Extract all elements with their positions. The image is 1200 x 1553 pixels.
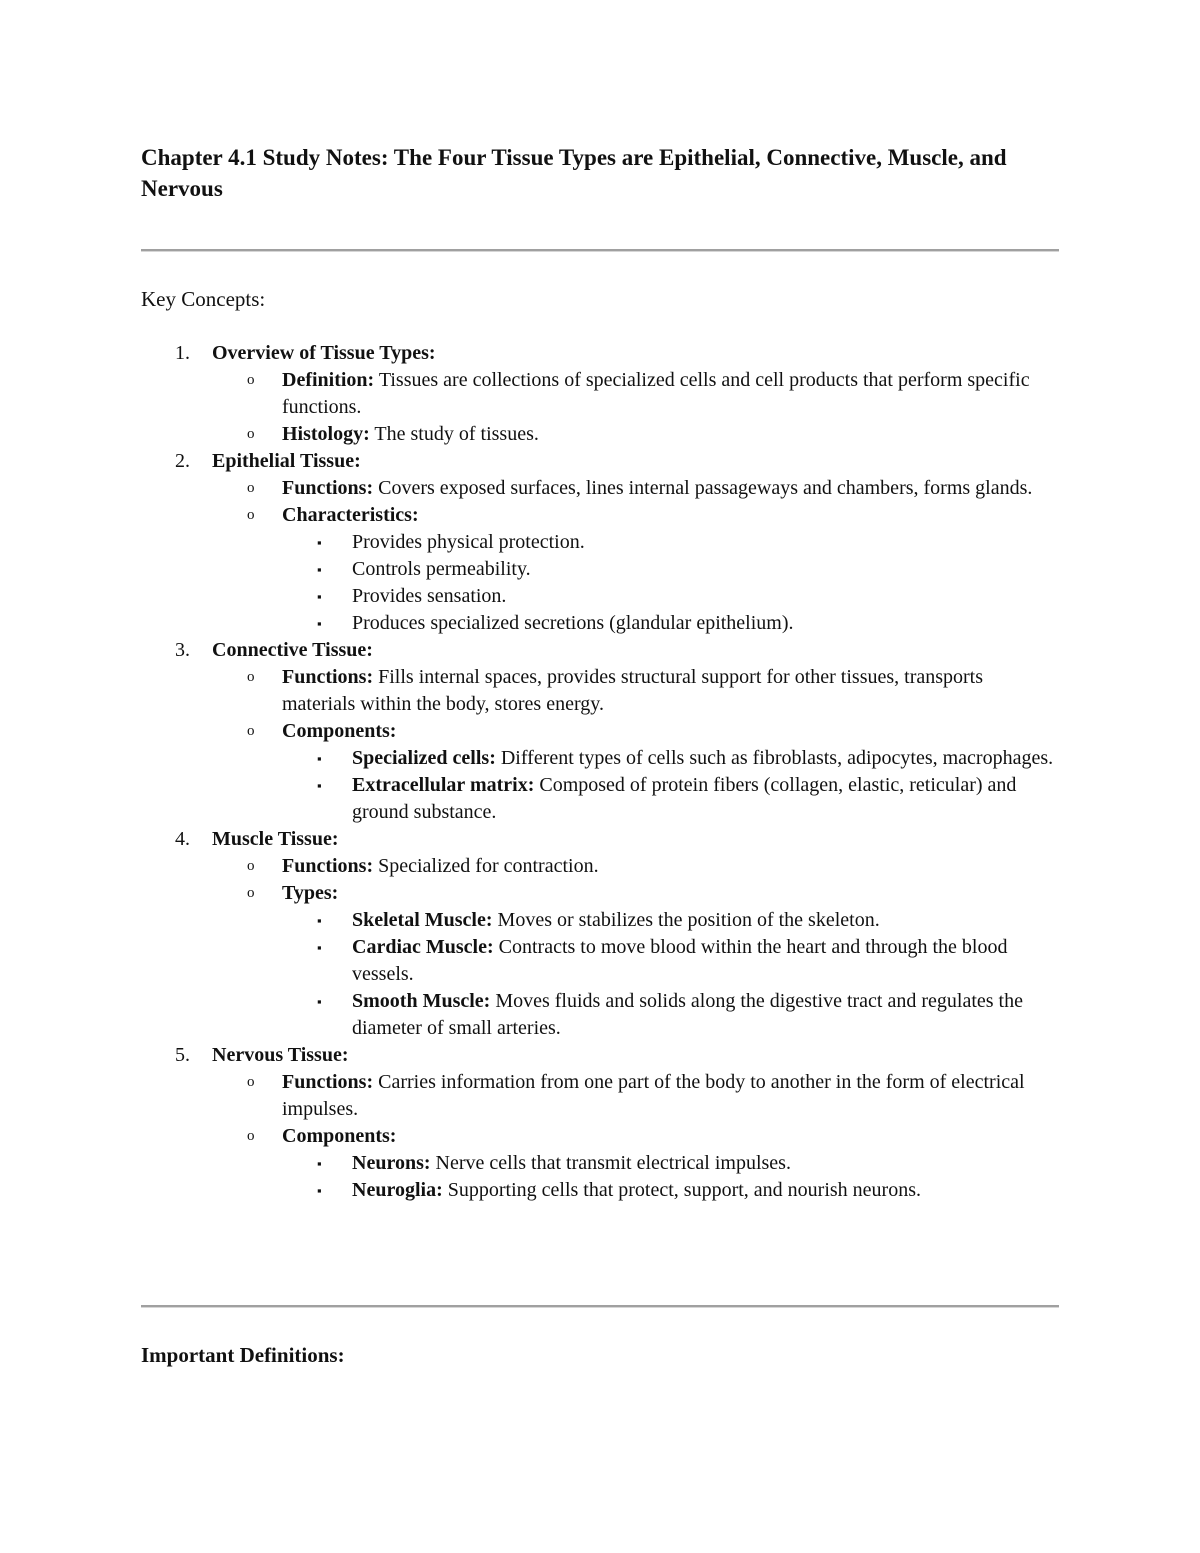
square-bullet-icon: ▪ [317, 535, 322, 550]
item-text: Supporting cells that protect, support, and nourish neurons. [442, 1179, 921, 1201]
list-number: 2. [175, 450, 190, 472]
list-item [141, 583, 1059, 610]
list-item-muscle [141, 826, 1059, 853]
section-heading: Epithelial Tissue: [212, 450, 361, 472]
item-label: Smooth Muscle: [352, 990, 491, 1012]
item-text: The study of tissues. [369, 423, 539, 445]
item-text: Moves fluids and solids along the digestive tract and regulates the diameter of small arteries. [352, 990, 1023, 1039]
page-title: Chapter 4.1 Study Notes: The Four Tissue Types are Epithelial, Connective, Muscle, and Nervous [141, 145, 1007, 201]
circle-bullet-icon: o [247, 669, 255, 685]
list-item [141, 367, 1059, 421]
list-item [141, 745, 1059, 772]
item-text: Contracts to move blood within the heart and through the blood vessels. [352, 936, 1008, 985]
key-concepts-list [141, 340, 1059, 1204]
list-item [141, 718, 1059, 745]
item-label: Skeletal Muscle: [352, 909, 493, 931]
item-label: Types: [282, 882, 339, 904]
item-label: Neurons: [352, 1152, 431, 1174]
item-text: Provides sensation. [352, 585, 507, 607]
item-label: Components: [282, 1125, 397, 1147]
item-text: Produces specialized secretions (glandular epithelium). [352, 612, 794, 634]
list-number: 4. [175, 828, 190, 850]
list-item-overview [141, 340, 1059, 367]
circle-bullet-icon: o [247, 507, 255, 523]
circle-bullet-icon: o [247, 426, 255, 442]
circle-bullet-icon: o [247, 1074, 255, 1090]
item-label: Cardiac Muscle: [352, 936, 494, 958]
list-item [141, 502, 1059, 529]
item-label: Definition: [282, 369, 375, 391]
item-label: Characteristics: [282, 504, 419, 526]
square-bullet-icon: ▪ [317, 940, 322, 955]
list-number: 3. [175, 639, 190, 661]
list-number: 5. [175, 1044, 190, 1066]
square-bullet-icon: ▪ [317, 751, 322, 766]
section-heading: Muscle Tissue: [212, 828, 339, 850]
circle-bullet-icon: o [247, 885, 255, 901]
circle-bullet-icon: o [247, 480, 255, 496]
list-item [141, 1069, 1059, 1123]
list-item [141, 880, 1059, 907]
list-item [141, 529, 1059, 556]
list-item [141, 1177, 1059, 1204]
square-bullet-icon: ▪ [317, 1156, 322, 1171]
list-item [141, 475, 1059, 502]
item-text: Moves or stabilizes the position of the skeleton. [492, 909, 880, 931]
square-bullet-icon: ▪ [317, 994, 322, 1009]
item-label: Extracellular matrix: [352, 774, 535, 796]
section-heading: Overview of Tissue Types: [212, 342, 436, 364]
item-text: Specialized for contraction. [373, 855, 599, 877]
section-heading: Connective Tissue: [212, 639, 373, 661]
list-item [141, 853, 1059, 880]
horizontal-rule [141, 1305, 1059, 1308]
list-item [141, 934, 1059, 988]
list-item-connective [141, 637, 1059, 664]
item-text: Controls permeability. [352, 558, 531, 580]
list-item-nervous [141, 1042, 1059, 1069]
square-bullet-icon: ▪ [317, 778, 322, 793]
circle-bullet-icon: o [247, 1128, 255, 1144]
list-item [141, 421, 1059, 448]
square-bullet-icon: ▪ [317, 589, 322, 604]
item-text: Carries information from one part of the body to another in the form of electrical impulses. [282, 1071, 1025, 1120]
square-bullet-icon: ▪ [317, 616, 322, 631]
circle-bullet-icon: o [247, 723, 255, 739]
item-label: Neuroglia: [352, 1179, 443, 1201]
item-label: Functions: [282, 477, 374, 499]
circle-bullet-icon: o [247, 372, 255, 388]
item-text: Nerve cells that transmit electrical impulses. [430, 1152, 791, 1174]
item-label: Specialized cells: [352, 747, 496, 769]
item-label: Functions: [282, 1071, 374, 1093]
list-item [141, 1150, 1059, 1177]
square-bullet-icon: ▪ [317, 913, 322, 928]
item-label: Histology: [282, 423, 370, 445]
list-item [141, 664, 1059, 718]
item-text: Fills internal spaces, provides structural support for other tissues, transports materials within the body, stores energy. [282, 666, 984, 715]
list-item [141, 772, 1059, 826]
list-number: 1. [175, 342, 190, 364]
item-text: Composed of protein fibers (collagen, elastic, reticular) and ground substance. [352, 774, 1017, 823]
item-text: Provides physical protection. [352, 531, 585, 553]
item-label: Functions: [282, 855, 374, 877]
key-concepts-label: Key Concepts: [141, 287, 266, 311]
square-bullet-icon: ▪ [317, 562, 322, 577]
circle-bullet-icon: o [247, 858, 255, 874]
list-item [141, 988, 1059, 1042]
section-heading: Nervous Tissue: [212, 1044, 349, 1066]
item-label: Components: [282, 720, 397, 742]
item-text: Covers exposed surfaces, lines internal passageways and chambers, forms glands. [373, 477, 1033, 499]
item-label: Functions: [282, 666, 374, 688]
item-text: Tissues are collections of specialized cells and cell products that perform specific functions. [282, 369, 1030, 418]
list-item [141, 907, 1059, 934]
item-text: Different types of cells such as fibroblasts, adipocytes, macrophages. [495, 747, 1054, 769]
list-item [141, 556, 1059, 583]
horizontal-rule [141, 249, 1059, 252]
list-item-epithelial [141, 448, 1059, 475]
square-bullet-icon: ▪ [317, 1183, 322, 1198]
list-item [141, 610, 1059, 637]
important-definitions-label: Important Definitions: [141, 1343, 345, 1367]
list-item [141, 1123, 1059, 1150]
